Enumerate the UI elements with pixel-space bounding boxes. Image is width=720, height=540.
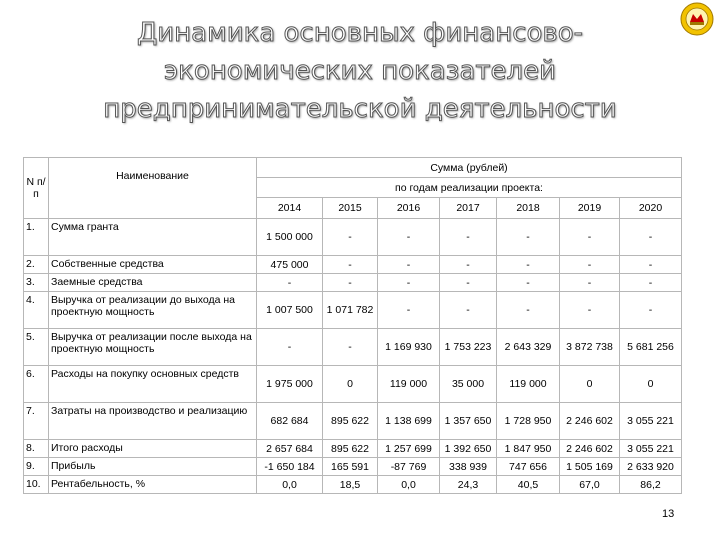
row-number: 10. <box>24 476 49 494</box>
value-cell: - <box>440 219 497 256</box>
row-name: Выручка от реализации до выхода на проектную мощность <box>49 292 257 329</box>
row-name: Расходы на покупку основных средств <box>49 366 257 403</box>
value-cell: - <box>378 256 440 274</box>
value-cell: 338 939 <box>440 458 497 476</box>
value-cell: - <box>440 256 497 274</box>
row-number: 2. <box>24 256 49 274</box>
table-row <box>24 219 682 256</box>
value-cell: 1 500 000 <box>257 219 323 256</box>
value-cell: 1 071 782 <box>323 292 378 329</box>
value-cell: 1 357 650 <box>440 403 497 440</box>
value-cell: 119 000 <box>497 366 560 403</box>
table-row <box>24 274 682 292</box>
value-cell: 1 505 169 <box>560 458 620 476</box>
value-cell: 165 591 <box>323 458 378 476</box>
value-cell: 5 681 256 <box>620 329 682 366</box>
value-cell: - <box>620 219 682 256</box>
value-cell: - <box>497 274 560 292</box>
value-cell: 2 633 920 <box>620 458 682 476</box>
slide-title <box>40 14 680 128</box>
year-header: 2019 <box>560 198 620 219</box>
title-line-3: предпринимательской деятельности <box>103 94 617 124</box>
row-number: 5. <box>24 329 49 366</box>
row-name: Заемные средства <box>49 274 257 292</box>
value-cell: 3 055 221 <box>620 440 682 458</box>
value-cell: 895 622 <box>323 403 378 440</box>
value-cell: 747 656 <box>497 458 560 476</box>
table-row <box>24 256 682 274</box>
table-row <box>24 476 682 494</box>
year-header: 2020 <box>620 198 682 219</box>
row-name: Прибыль <box>49 458 257 476</box>
row-name: Итого расходы <box>49 440 257 458</box>
value-cell: - <box>497 256 560 274</box>
value-cell: 2 643 329 <box>497 329 560 366</box>
value-cell: 86,2 <box>620 476 682 494</box>
value-cell: 1 975 000 <box>257 366 323 403</box>
row-number: 8. <box>24 440 49 458</box>
value-cell: 119 000 <box>378 366 440 403</box>
row-number: 9. <box>24 458 49 476</box>
title-line-2: экономических показателей <box>163 56 557 86</box>
value-cell: 475 000 <box>257 256 323 274</box>
value-cell: 24,3 <box>440 476 497 494</box>
value-cell: - <box>560 219 620 256</box>
row-name: Рентабельность, % <box>49 476 257 494</box>
row-number: 6. <box>24 366 49 403</box>
table-row <box>24 403 682 440</box>
row-name: Выручка от реализации после выхода на проектную мощность <box>49 329 257 366</box>
row-name: Сумма гранта <box>49 219 257 256</box>
value-cell: - <box>560 292 620 329</box>
year-header: 2016 <box>378 198 440 219</box>
value-cell: - <box>323 219 378 256</box>
value-cell: 18,5 <box>323 476 378 494</box>
value-cell: 35 000 <box>440 366 497 403</box>
row-number: 3. <box>24 274 49 292</box>
value-cell: 1 753 223 <box>440 329 497 366</box>
row-number: 4. <box>24 292 49 329</box>
table-row <box>24 458 682 476</box>
header-name: Наименование <box>49 158 257 219</box>
value-cell: -1 650 184 <box>257 458 323 476</box>
value-cell: 1 847 950 <box>497 440 560 458</box>
row-name: Затраты на производство и реализацию <box>49 403 257 440</box>
value-cell: 40,5 <box>497 476 560 494</box>
header-years-caption: по годам реализации проекта: <box>257 178 682 198</box>
value-cell: 895 622 <box>323 440 378 458</box>
value-cell: 1 257 699 <box>378 440 440 458</box>
header-sum: Сумма (рублей) <box>257 158 682 178</box>
page-number: 13 <box>662 508 675 520</box>
value-cell: - <box>323 256 378 274</box>
table-row <box>24 329 682 366</box>
value-cell: 2 246 602 <box>560 403 620 440</box>
table-body <box>24 219 682 494</box>
title-line-1: Динамика основных финансово- <box>136 18 584 48</box>
value-cell: - <box>440 292 497 329</box>
value-cell: 2 246 602 <box>560 440 620 458</box>
year-header: 2014 <box>257 198 323 219</box>
value-cell: - <box>497 292 560 329</box>
header-no: N п/п <box>24 158 49 219</box>
value-cell: 67,0 <box>560 476 620 494</box>
value-cell: 0,0 <box>378 476 440 494</box>
value-cell: - <box>257 329 323 366</box>
value-cell: 3 872 738 <box>560 329 620 366</box>
value-cell: 0 <box>323 366 378 403</box>
table-row <box>24 366 682 403</box>
value-cell: 3 055 221 <box>620 403 682 440</box>
value-cell: -87 769 <box>378 458 440 476</box>
value-cell: - <box>440 274 497 292</box>
emblem-icon <box>680 2 714 36</box>
value-cell: - <box>620 256 682 274</box>
row-name: Собственные средства <box>49 256 257 274</box>
row-number: 1. <box>24 219 49 256</box>
value-cell: - <box>257 274 323 292</box>
value-cell: 1 138 699 <box>378 403 440 440</box>
value-cell: 1 392 650 <box>440 440 497 458</box>
year-header: 2017 <box>440 198 497 219</box>
value-cell: - <box>323 274 378 292</box>
value-cell: - <box>620 274 682 292</box>
value-cell: 2 657 684 <box>257 440 323 458</box>
year-header: 2018 <box>497 198 560 219</box>
value-cell: - <box>378 219 440 256</box>
table-row <box>24 440 682 458</box>
year-header: 2015 <box>323 198 378 219</box>
value-cell: 1 728 950 <box>497 403 560 440</box>
row-number: 7. <box>24 403 49 440</box>
value-cell: 682 684 <box>257 403 323 440</box>
value-cell: - <box>378 274 440 292</box>
value-cell: 1 007 500 <box>257 292 323 329</box>
value-cell: - <box>497 219 560 256</box>
value-cell: 0 <box>560 366 620 403</box>
value-cell: - <box>620 292 682 329</box>
value-cell: - <box>378 292 440 329</box>
value-cell: 1 169 930 <box>378 329 440 366</box>
value-cell: 0 <box>620 366 682 403</box>
value-cell: - <box>323 329 378 366</box>
value-cell: - <box>560 256 620 274</box>
value-cell: - <box>560 274 620 292</box>
financial-table <box>23 157 682 494</box>
table-row <box>24 292 682 329</box>
value-cell: 0,0 <box>257 476 323 494</box>
